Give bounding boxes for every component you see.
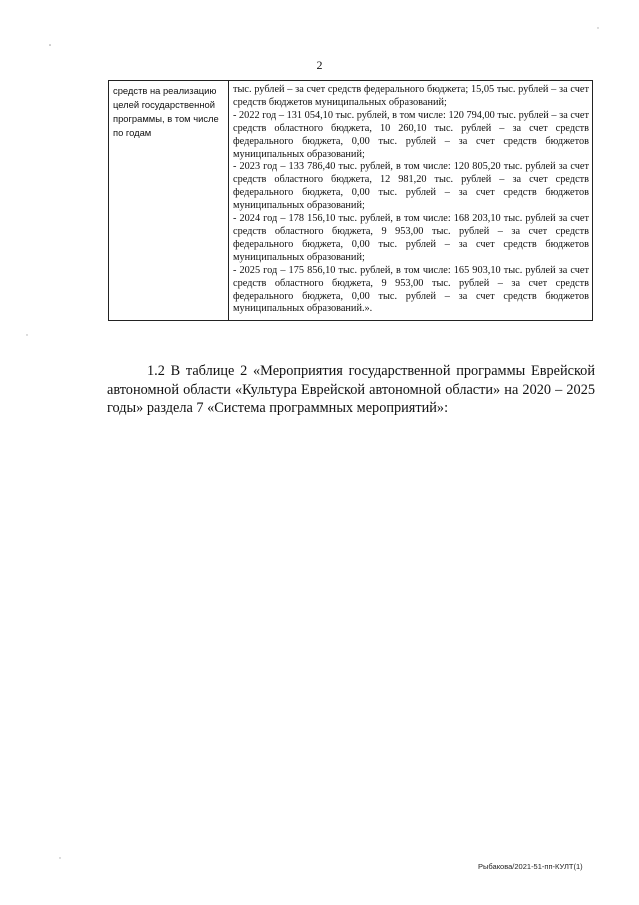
table-label-cell: средств на реализацию целей государственной программы, в том числе по годам bbox=[109, 81, 229, 321]
funding-line-2023: - 2023 год – 133 786,40 тыс. рублей, в том числе: 120 805,20 тыс. рублей за счет средств областного бюджета, 12 981,20 тыс. рублей – за счет средств федерального бюджета, 0,00 тыс. рублей – за счет средств бюджетов муниципальных образований; bbox=[233, 161, 589, 212]
footer-reference: Рыбакова/2021-51-пп-КУЛТ(1) bbox=[478, 862, 583, 871]
page-number: 2 bbox=[316, 58, 323, 72]
body-paragraph: 1.2 В таблице 2 «Мероприятия государственной программы Еврейской автономной области «Культура Еврейской автономной области» на 2020 – 2025 годы» раздела 7 «Система программных мероприятий»: bbox=[107, 363, 595, 417]
funding-line-2022: - 2022 год – 131 054,10 тыс. рублей, в том числе: 120 794,00 тыс. рублей – за счет средств областного бюджета, 10 260,10 тыс. рублей – за счет средств федерального бюджета, 0,00 тыс. рублей – за счет средств бюджетов муниципальных образований; bbox=[233, 109, 589, 160]
funding-line-2025: - 2025 год – 175 856,10 тыс. рублей, в том числе: 165 903,10 тыс. рублей за счет средств областного бюджета, 9 953,00 тыс. рублей – за счет средств федерального бюджета, 0,00 тыс. рублей – за счет средств бюджетов муниципальных образований.». bbox=[233, 264, 589, 315]
funding-line-2024: - 2024 год – 178 156,10 тыс. рублей, в том числе: 168 203,10 тыс. рублей за счет средств областного бюджета, 9 953,00 тыс. рублей – за счет средств федерального бюджета, 0,00 тыс. рублей – за счет средств бюджетов муниципальных образований; bbox=[233, 213, 589, 263]
funding-line-federal: тыс. рублей – за счет средств федерального бюджета; 15,05 тыс. рублей – за счет средств бюджетов муниципальных образований; bbox=[233, 84, 589, 108]
